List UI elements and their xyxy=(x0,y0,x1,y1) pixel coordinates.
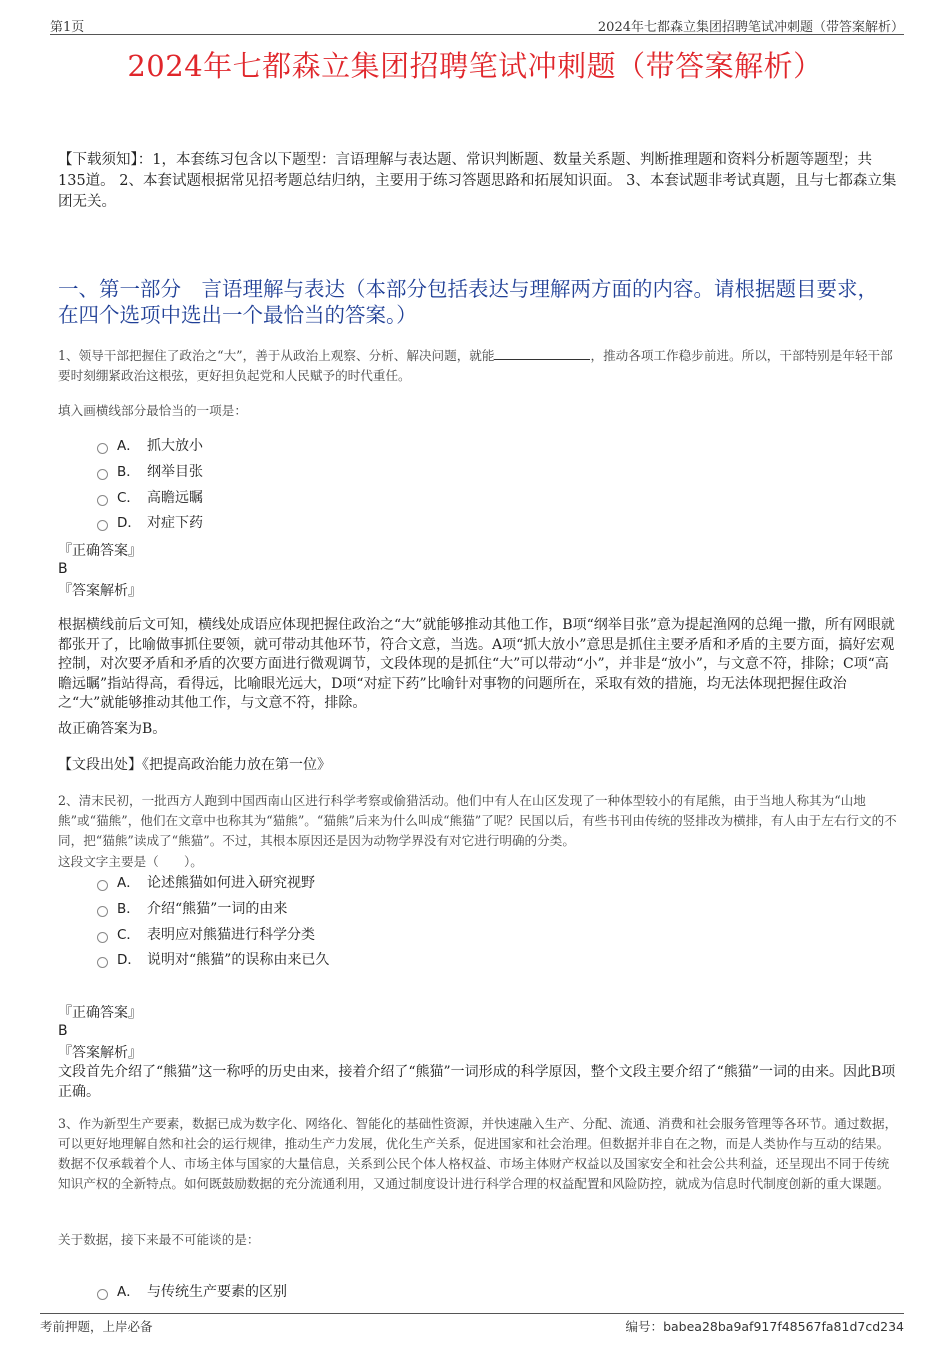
option-text: 表明应对熊猫进行科学分类 xyxy=(147,927,315,943)
question-1-text-after: ，推动各项工作稳步前进。所以，干部特别是年轻干部要时刻绷紧政治这根弦，更好担负起党和人民赋予的时代重任。 xyxy=(58,348,893,383)
radio-icon[interactable] xyxy=(97,469,108,480)
radio-icon[interactable] xyxy=(97,906,108,917)
q1-option-b[interactable] xyxy=(97,461,203,483)
page-footer xyxy=(40,1313,904,1336)
question-1-text-before: 1、领导干部把握住了政治之“大”，善于从政治上观察、分析、解决问题，就能 xyxy=(58,348,495,363)
q2-answer-label: 『正确答案』 xyxy=(58,1005,142,1021)
document-code xyxy=(626,1317,904,1335)
option-text: 抓大放小 xyxy=(147,438,203,454)
q3-option-a[interactable] xyxy=(97,1281,287,1303)
download-notice: 【下载须知】：1，本套练习包含以下题型：言语理解与表达题、常识判断题、数量关系题、判断推理题和资料分析题等题型；共135道。 2、本套试题根据常见招考题总结归纳，主要用于练习答题思路和拓展知识面。 3、本套试题非考试真题，且与七都森立集团无关。 xyxy=(58,152,897,210)
option-text: 说明对“熊猫”的误称由来已久 xyxy=(147,952,330,968)
q2-option-d[interactable] xyxy=(97,949,329,971)
radio-icon[interactable] xyxy=(97,1289,108,1300)
q2-option-c[interactable] xyxy=(97,924,315,946)
fill-blank xyxy=(494,347,590,360)
option-letter: C． xyxy=(117,490,140,506)
question-3-prompt: 关于数据，接下来最不可能谈的是： xyxy=(58,1232,260,1247)
option-letter: A． xyxy=(117,875,140,891)
option-letter: C． xyxy=(117,927,140,943)
question-1-text xyxy=(58,346,898,386)
q2-option-a[interactable] xyxy=(97,872,315,894)
q1-answer: B xyxy=(58,561,68,577)
radio-icon[interactable] xyxy=(97,880,108,891)
page-number: 第1页 xyxy=(50,20,85,35)
q1-answer-label: 『正确答案』 xyxy=(58,543,142,559)
page-header xyxy=(50,14,904,35)
q1-option-a[interactable] xyxy=(97,435,203,457)
radio-icon[interactable] xyxy=(97,495,108,506)
option-letter: A． xyxy=(117,1284,140,1300)
radio-icon[interactable] xyxy=(97,932,108,943)
question-2-text: 2、清末民初，一批西方人跑到中国西南山区进行科学考察或偷猎活动。他们中有人在山区发现了一种体型较小的有尾熊，由于当地人称其为“山地熊”或“猫熊”，他们在文章中也称其为“猫熊”。“猫熊”后来为什么叫成“熊猫”了呢？民国以后，有些书刊由传统的竖排改为横排，有人由于左右行文的不同，把“猫熊”读成了“熊猫”。不过，其根本原因还是因为动物学界没有对它进行明确的分类。 xyxy=(58,793,897,848)
q1-analysis: 根据横线前后文可知，横线处成语应体现把握住政治之“大”就能够推动其他工作，B项“纲举目张”意为提起渔网的总绳一撒，所有网眼就都张开了，比喻做事抓住要领，就可带动其他环节，符合文意，当选。A项“抓大放小”意思是抓住主要矛盾和矛盾的主要方面，搞好宏观控制，对次要矛盾和矛盾的次要方面进行微观调节，文段体现的是抓住“大”可以带动“小”，并非是“放小”，与文意不符，排除；C项“高瞻远瞩”指站得高，看得远，比喻眼光远大，D项“对症下药”比喻针对事物的问题所在，采取有效的措施，均无法体现把握住政治之“大”就能够推动其他工作，与文意不符，排除。 xyxy=(58,617,895,711)
question-1-prompt: 填入画横线部分最恰当的一项是： xyxy=(58,403,247,418)
option-text: 纲举目张 xyxy=(147,464,203,480)
q1-option-d[interactable] xyxy=(97,512,203,534)
radio-icon[interactable] xyxy=(97,443,108,454)
header-doc-title: 2024年七都森立集团招聘笔试冲刺题（带答案解析） xyxy=(597,20,904,35)
page-title: 2024年七都森立集团招聘笔试冲刺题（带答案解析） xyxy=(127,49,823,83)
question-2-prompt: 这段文字主要是（ ）。 xyxy=(58,854,203,869)
q2-analysis: 文段首先介绍了“熊猫”这一称呼的历史由来，接着介绍了“熊猫”一词形成的科学原因，整个文段主要介绍了“熊猫”一词的由来。因此B项正确。 xyxy=(58,1064,896,1100)
code-label: 编号： xyxy=(625,1319,664,1334)
q2-answer: B xyxy=(58,1023,68,1039)
section-heading: 一、第一部分 言语理解与表达（本部分包括表达与理解两方面的内容。请根据题目要求，在四个选项中选出一个最恰当的答案。） xyxy=(58,277,878,327)
code-value: babea28ba9af917f48567fa81d7cd234 xyxy=(663,1319,904,1334)
q1-source: 【文段出处】《把提高政治能力放在第一位》 xyxy=(58,757,331,773)
option-letter: D． xyxy=(117,515,141,531)
option-text: 与传统生产要素的区别 xyxy=(147,1284,287,1300)
option-text: 高瞻远瞩 xyxy=(147,490,203,506)
question-3-text: 3、作为新型生产要素，数据已成为数字化、网络化、智能化的基础性资源，并快速融入生产、分配、流通、消费和社会服务管理等各环节。通过数据，可以更好地理解自然和社会的运行规律，推动生产力发展，优化生产关系，促进国家和社会治理。但数据并非自在之物，而是人类协作与互动的结果。数据不仅承载着个人、市场主体与国家的大量信息，关系到公民个体人格权益、市场主体财产权益以及国家安全和社会公共利益，还呈现出不同于传统知识产权的全新特点。如何既鼓励数据的充分流通利用，又通过制度设计进行科学合理的权益配置和风险防控，就成为信息时代制度创新的重大课题。 xyxy=(58,1116,898,1191)
radio-icon[interactable] xyxy=(97,957,108,968)
option-letter: B． xyxy=(117,901,140,917)
footer-slogan: 考前押题，上岸必备 xyxy=(40,1319,153,1334)
q1-conclusion: 故正确答案为B。 xyxy=(58,721,167,737)
option-text: 对症下药 xyxy=(147,515,203,531)
option-text: 论述熊猫如何进入研究视野 xyxy=(147,875,315,891)
radio-icon[interactable] xyxy=(97,520,108,531)
option-letter: A． xyxy=(117,438,140,454)
q2-analysis-label: 『答案解析』 xyxy=(58,1045,142,1061)
q2-option-b[interactable] xyxy=(97,898,287,920)
q1-option-c[interactable] xyxy=(97,487,203,509)
option-text: 介绍“熊猫”一词的由来 xyxy=(147,901,288,917)
option-letter: B． xyxy=(117,464,140,480)
q1-analysis-label: 『答案解析』 xyxy=(58,583,142,599)
option-letter: D． xyxy=(117,952,141,968)
